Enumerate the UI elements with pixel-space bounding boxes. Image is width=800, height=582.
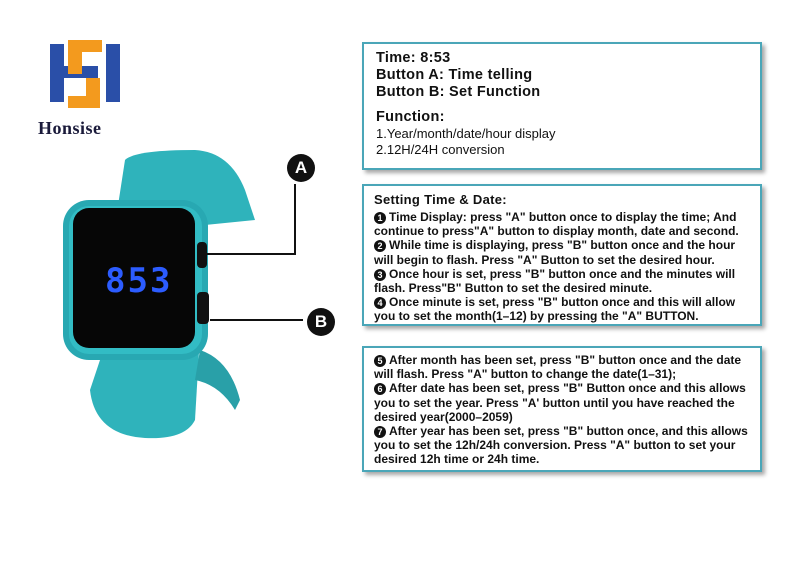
watch-illustration	[55, 150, 305, 450]
list-item	[374, 381, 750, 424]
step-number-icon: 6	[374, 383, 386, 395]
button-a-line: Button A: Time telling	[376, 67, 533, 83]
step-text: While time is displaying, press "B" button once and the hour will begin to flash. Press "A" Button to set the desired hour.	[374, 238, 736, 267]
button-b-shape	[197, 292, 209, 324]
list-item	[374, 295, 750, 323]
step-number-icon: 1	[374, 212, 386, 224]
list-item	[374, 267, 750, 295]
step-number-icon: 7	[374, 426, 386, 438]
time-line: Time: 8:53	[376, 50, 451, 66]
callout-b: B	[307, 308, 335, 336]
brand-logo	[40, 38, 150, 110]
brand-name: Honsise	[38, 118, 102, 138]
function-item-1: 1.Year/month/date/hour display	[376, 126, 556, 141]
list-item	[374, 238, 750, 266]
honsise-logo-icon	[46, 38, 126, 110]
function-item-2: 2.12H/24H conversion	[376, 142, 505, 157]
step-number-icon: 2	[374, 240, 386, 252]
function-title: Function:	[376, 109, 445, 125]
button-b-line: Button B: Set Function	[376, 84, 541, 100]
step-text: After date has been set, press "B" Button once and this allows you to set the year. Press "A' button until you have reached the desired year(2000–2059)	[374, 381, 746, 424]
list-item	[374, 424, 750, 467]
step-text: After year has been set, press "B" button once, and this allows you to set the 12h/24h conversion. Press "A" button to set your desired 12h time or 24h time.	[374, 424, 748, 467]
list-item	[374, 210, 750, 238]
step-text: After month has been set, press "B" button once and the date will flash. Press "A" button to change the date(1–31);	[374, 353, 742, 382]
step-text: Once minute is set, press "B" button once and this will allow you to set the month(1–12) by pressing the "A" BUTTON.	[374, 295, 736, 324]
step-number-icon: 4	[374, 297, 386, 309]
setting-title: Setting Time & Date:	[374, 192, 507, 207]
info-box	[362, 42, 762, 170]
step-number-icon: 5	[374, 355, 386, 367]
step-number-icon: 3	[374, 269, 386, 281]
callout-a: A	[287, 154, 315, 182]
setting-box	[362, 184, 762, 326]
led-time: 853	[105, 261, 173, 301]
setting-box-continued	[362, 346, 762, 472]
list-item	[374, 353, 750, 381]
step-text: Time Display: press "A" button once to display the time; And continue to press"A" button to display month, date and second.	[374, 210, 739, 239]
step-text: Once hour is set, press "B" button once and the minutes will flash. Press"B" Button to set the desired minute.	[374, 266, 736, 296]
